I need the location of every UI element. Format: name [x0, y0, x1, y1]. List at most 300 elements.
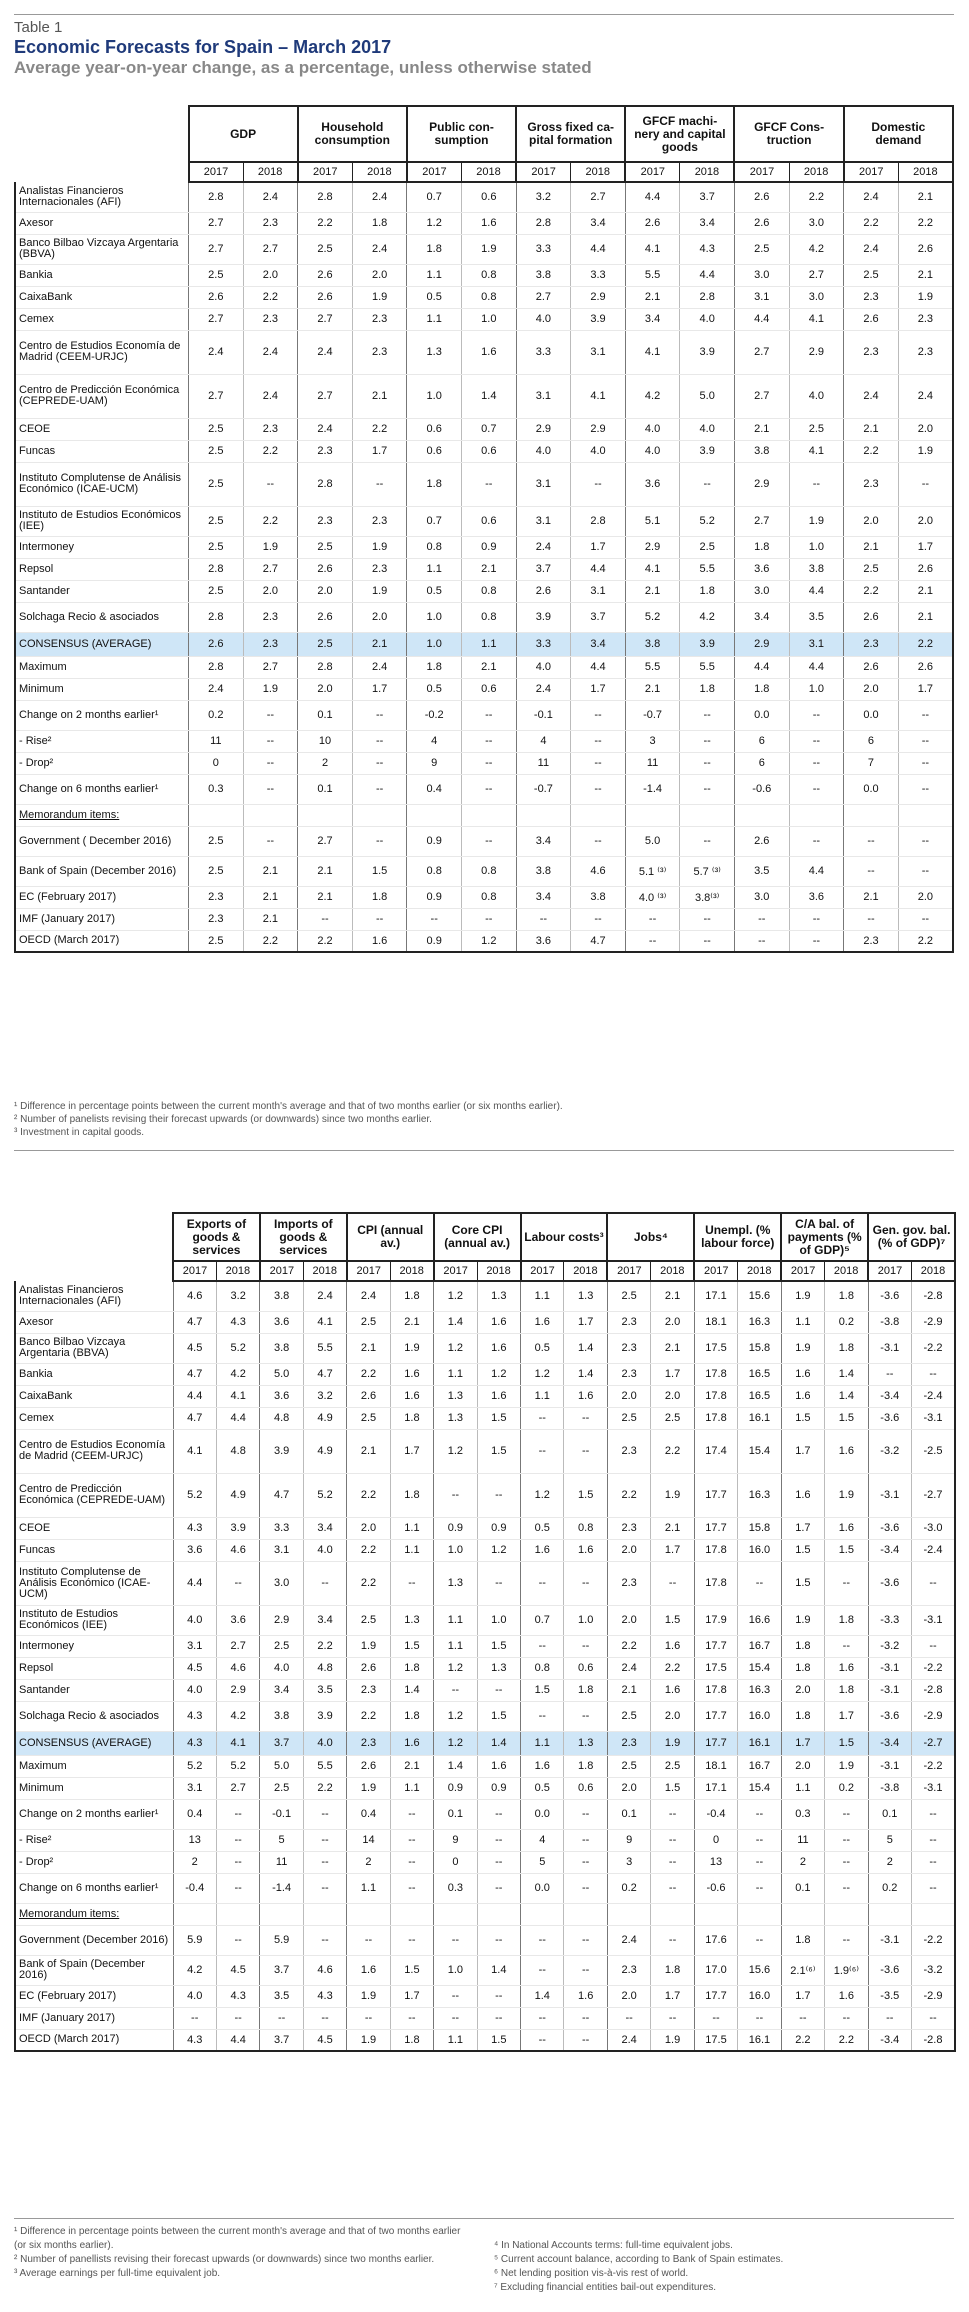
value-cell: -- [477, 2007, 520, 2029]
value-cell: 2.5 [189, 418, 244, 440]
value-cell: -- [462, 700, 517, 730]
table-row [15, 1873, 955, 1903]
value-cell: 1.8 [390, 1701, 433, 1731]
value-cell: 4.3 [173, 1701, 216, 1731]
value-cell: 2.1 [625, 286, 680, 308]
table-row [15, 1333, 955, 1363]
value-cell: -- [390, 1799, 433, 1829]
value-cell [571, 804, 626, 826]
table-row [15, 580, 953, 602]
value-cell: 1.9 [243, 536, 298, 558]
value-cell: 1.5 [825, 1731, 868, 1755]
value-cell: -0.4 [173, 1873, 216, 1903]
value-cell: 2.2 [243, 286, 298, 308]
value-cell: 1.1 [781, 1777, 824, 1799]
value-cell: 13 [173, 1829, 216, 1851]
value-cell: 4.1 [789, 440, 844, 462]
table-row [15, 1561, 955, 1605]
row-label-text: Funcas [19, 444, 56, 457]
value-cell: 3.0 [789, 212, 844, 234]
year-header: 2018 [651, 1261, 694, 1281]
value-cell: 5.2 [216, 1333, 259, 1363]
value-cell: 1.1 [434, 2029, 477, 2051]
table-row [15, 1679, 955, 1701]
value-cell: 2.8 [298, 462, 353, 506]
value-cell: 1.7 [651, 1363, 694, 1385]
value-cell: 1.1 [521, 1731, 564, 1755]
value-cell: 2.6 [516, 580, 571, 602]
table-row [15, 886, 953, 908]
value-cell: 0.0 [734, 700, 789, 730]
value-cell: 0.0 [844, 774, 899, 804]
value-cell: 1.6 [477, 1755, 520, 1777]
value-cell: 0.2 [189, 700, 244, 730]
row-label [15, 182, 189, 212]
value-cell: 16.0 [738, 1539, 781, 1561]
value-cell: 1.9 [825, 1755, 868, 1777]
value-cell: -- [216, 1561, 259, 1605]
value-cell: 3.4 [625, 308, 680, 330]
value-cell: -2.8 [912, 1679, 955, 1701]
value-cell: 1.6 [825, 1517, 868, 1539]
value-cell: -- [825, 1799, 868, 1829]
value-cell: 1.2 [434, 1731, 477, 1755]
row-label-text: Centro de Estudios Economía de Madrid (CEEM-URJC) [19, 1439, 166, 1462]
value-cell: -3.1 [868, 1755, 911, 1777]
value-cell: 1.6 [825, 1429, 868, 1473]
value-cell: 4.2 [789, 234, 844, 264]
value-cell: -- [912, 1561, 955, 1605]
value-cell: 2.2 [898, 930, 953, 952]
value-cell: 4.4 [571, 656, 626, 678]
row-label-text: Centro de Predicción Económica (CEPREDE-UAM) [19, 1483, 166, 1506]
value-cell: -- [738, 1851, 781, 1873]
value-cell: 3.6 [173, 1539, 216, 1561]
value-cell: 1.3 [407, 330, 462, 374]
value-cell: 1.2 [521, 1363, 564, 1385]
value-cell: 2.5 [347, 1311, 390, 1333]
value-cell: 4.4 [173, 1385, 216, 1407]
value-cell: -1.4 [625, 774, 680, 804]
value-cell: 2 [298, 752, 353, 774]
value-cell: 15.6 [738, 1955, 781, 1985]
value-cell [912, 1903, 955, 1925]
value-cell: -- [477, 1799, 520, 1829]
value-cell: 1.6 [390, 1363, 433, 1385]
table-row [15, 536, 953, 558]
value-cell: 2.5 [734, 234, 789, 264]
table-row [15, 1473, 955, 1517]
value-cell: 2.8 [189, 182, 244, 212]
value-cell: 4.5 [216, 1955, 259, 1985]
value-cell: 2.5 [844, 558, 899, 580]
value-cell: -3.4 [868, 1731, 911, 1755]
value-cell: 2.2 [243, 930, 298, 952]
value-cell: 1.9 [352, 580, 407, 602]
value-cell: 0 [434, 1851, 477, 1873]
value-cell: 1.1 [390, 1517, 433, 1539]
value-cell: 17.7 [694, 1517, 737, 1539]
year-header: 2018 [216, 1261, 259, 1281]
table-row [15, 1777, 955, 1799]
value-cell: -- [564, 1429, 607, 1473]
value-cell: -- [216, 1925, 259, 1955]
value-cell: -- [243, 752, 298, 774]
value-cell: 4.0 [571, 440, 626, 462]
value-cell: 1.8 [825, 1679, 868, 1701]
value-cell: -- [912, 1873, 955, 1903]
value-cell: 2.2 [347, 1363, 390, 1385]
row-label-text: Change on 2 months earlier¹ [19, 708, 159, 721]
value-cell: 4.4 [173, 1561, 216, 1605]
value-cell: 2.3 [607, 1311, 650, 1333]
value-cell: 1.4 [825, 1363, 868, 1385]
value-cell: -- [898, 908, 953, 930]
value-cell: 2.7 [189, 308, 244, 330]
table-row [15, 506, 953, 536]
row-label-text: Instituto de Estudios Económicos (IEE) [19, 1608, 119, 1631]
value-cell: 2.5 [651, 1755, 694, 1777]
value-cell: 2.7 [189, 234, 244, 264]
value-cell: 3.3 [571, 264, 626, 286]
table-row [15, 212, 953, 234]
value-cell: -- [303, 1829, 346, 1851]
value-cell: -- [390, 1873, 433, 1903]
value-cell: 1.9 [898, 440, 953, 462]
value-cell: 2.3 [352, 506, 407, 536]
value-cell [303, 1903, 346, 1925]
value-cell: -- [564, 1799, 607, 1829]
value-cell: 2.2 [303, 1777, 346, 1799]
value-cell: -3.1 [868, 1657, 911, 1679]
value-cell: 4.0 [173, 1679, 216, 1701]
value-cell: 0.9 [407, 930, 462, 952]
value-cell: 4 [521, 1829, 564, 1851]
value-cell: -- [352, 462, 407, 506]
value-cell: -- [898, 700, 953, 730]
value-cell: 1.7 [651, 1539, 694, 1561]
value-cell: 11 [189, 730, 244, 752]
value-cell: -2.7 [912, 1473, 955, 1517]
value-cell: 1.7 [781, 1517, 824, 1539]
value-cell: -3.0 [912, 1517, 955, 1539]
value-cell: 1.8 [407, 462, 462, 506]
value-cell: -0.4 [694, 1799, 737, 1829]
value-cell: 9 [607, 1829, 650, 1851]
value-cell: 1.6 [781, 1385, 824, 1407]
value-cell: 2.1 [898, 182, 953, 212]
row-label [15, 1755, 173, 1777]
value-cell [516, 804, 571, 826]
value-cell: 2.0 [243, 580, 298, 602]
value-cell: -2.9 [912, 1311, 955, 1333]
value-cell: 5.7 ⁽³⁾ [680, 856, 735, 886]
table-row [15, 2007, 955, 2029]
value-cell: -- [571, 700, 626, 730]
value-cell: 16.1 [738, 1407, 781, 1429]
value-cell [868, 1903, 911, 1925]
value-cell: 2.9 [216, 1679, 259, 1701]
value-cell: 3.4 [680, 212, 735, 234]
value-cell: 5 [521, 1851, 564, 1873]
value-cell: 5.5 [625, 264, 680, 286]
table-row [15, 264, 953, 286]
value-cell: 1.1 [521, 1385, 564, 1407]
value-cell: 1.6 [390, 1731, 433, 1755]
year-header: 2018 [898, 162, 953, 182]
value-cell: 4.0 [789, 374, 844, 418]
value-cell: 2.5 [189, 536, 244, 558]
row-label [15, 1873, 173, 1903]
value-cell: 17.7 [694, 1473, 737, 1517]
value-cell: 7 [844, 752, 899, 774]
value-cell: 6 [734, 752, 789, 774]
value-cell: 18.1 [694, 1311, 737, 1333]
value-cell: 1.8 [825, 1605, 868, 1635]
value-cell: 1.9 [651, 1731, 694, 1755]
year-header: 2018 [571, 162, 626, 182]
year-header: 2017 [868, 1261, 911, 1281]
value-cell: 3.3 [516, 632, 571, 656]
value-cell: 1.9 [347, 2029, 390, 2051]
value-cell: 2.4 [298, 330, 353, 374]
value-cell: 2.0 [651, 1311, 694, 1333]
row-label [15, 418, 189, 440]
value-cell: 1.9⁽⁶⁾ [825, 1955, 868, 1985]
table-row [15, 308, 953, 330]
value-cell: -3.1 [868, 1679, 911, 1701]
value-cell: 15.4 [738, 1429, 781, 1473]
footnote: ⁵ Current account balance, according to Bank of Spain estimates. [494, 2254, 784, 2265]
value-cell: 1.4 [434, 1311, 477, 1333]
table-row [15, 1829, 955, 1851]
value-cell: 1.8 [781, 1635, 824, 1657]
value-cell: 1.8 [680, 580, 735, 602]
value-cell: -- [789, 700, 844, 730]
value-cell: -0.6 [734, 774, 789, 804]
value-cell: 4.4 [734, 308, 789, 330]
value-cell: 15.6 [738, 1281, 781, 1311]
value-cell [189, 804, 244, 826]
value-cell: 4.6 [173, 1281, 216, 1311]
value-cell: 1.5 [521, 1679, 564, 1701]
value-cell: 2.3 [243, 418, 298, 440]
value-cell: 4.0 ⁽³⁾ [625, 886, 680, 908]
value-cell: 2.2 [303, 1635, 346, 1657]
value-cell: 2.1 [352, 374, 407, 418]
value-cell: -- [651, 1925, 694, 1955]
value-cell: 0.9 [477, 1777, 520, 1799]
row-label-text: Centro de Estudios Economía de Madrid (CEEM-URJC) [19, 340, 181, 363]
value-cell: -- [564, 1873, 607, 1903]
value-cell: 2.1 [352, 632, 407, 656]
value-cell: 1.2 [434, 1333, 477, 1363]
value-cell: -- [898, 752, 953, 774]
value-cell: -- [651, 1799, 694, 1829]
value-cell: -- [680, 930, 735, 952]
row-label [15, 536, 189, 558]
value-cell: 4.0 [516, 308, 571, 330]
value-cell: -- [477, 1679, 520, 1701]
value-cell: 1.2 [521, 1473, 564, 1517]
row-label [15, 580, 189, 602]
row-label [15, 1517, 173, 1539]
row-label-text: EC (February 2017) [19, 890, 117, 903]
value-cell: 3.8 [789, 558, 844, 580]
value-cell: 3.8 [260, 1701, 303, 1731]
value-cell: 1.5 [477, 2029, 520, 2051]
value-cell: -- [352, 700, 407, 730]
value-cell: 4 [516, 730, 571, 752]
value-cell [825, 1903, 868, 1925]
year-header: 2017 [407, 162, 462, 182]
value-cell: 1.5 [390, 1955, 433, 1985]
row-label [15, 1903, 173, 1925]
value-cell: -- [434, 2007, 477, 2029]
value-cell: 1.5 [477, 1635, 520, 1657]
value-cell: 17.8 [694, 1385, 737, 1407]
row-label-text: Analistas Financieros Internacionales (AFI) [19, 184, 124, 208]
value-cell: -- [789, 826, 844, 856]
value-cell: 3.9 [680, 330, 735, 374]
row-label-text: Axesor [19, 1315, 54, 1328]
row-label-text: CONSENSUS (AVERAGE) [19, 1736, 152, 1749]
value-cell: 2.2 [243, 440, 298, 462]
value-cell: -- [477, 1985, 520, 2007]
table-row [15, 774, 953, 804]
value-cell: 1.8 [390, 1281, 433, 1311]
row-label [15, 2029, 173, 2051]
value-cell: 0.7 [407, 182, 462, 212]
table-row [15, 678, 953, 700]
value-cell: -2.4 [912, 1539, 955, 1561]
value-cell: 4.9 [216, 1473, 259, 1517]
value-cell: 2.9 [571, 286, 626, 308]
column-group-header: Exports of goods & services [173, 1213, 260, 1261]
value-cell: 2.7 [189, 374, 244, 418]
value-cell: 2.5 [189, 506, 244, 536]
value-cell [738, 1903, 781, 1925]
value-cell: -- [564, 1701, 607, 1731]
value-cell: 1.2 [477, 1539, 520, 1561]
value-cell: 2.1 [844, 536, 899, 558]
table-row [15, 1517, 955, 1539]
value-cell: -- [477, 1873, 520, 1903]
value-cell: 2.9 [571, 418, 626, 440]
value-cell: 2.6 [844, 308, 899, 330]
value-cell: -- [390, 1925, 433, 1955]
value-cell: 2.0 [898, 886, 953, 908]
value-cell: 1.5 [477, 1429, 520, 1473]
value-cell: 1.0 [462, 308, 517, 330]
value-cell: 3.9 [571, 308, 626, 330]
year-header: 2018 [738, 1261, 781, 1281]
value-cell: -- [462, 730, 517, 752]
value-cell [734, 804, 789, 826]
value-cell: 0.7 [521, 1605, 564, 1635]
value-cell: 1.5 [390, 1635, 433, 1657]
value-cell: 1.0 [789, 678, 844, 700]
value-cell: -- [734, 908, 789, 930]
value-cell: -- [243, 774, 298, 804]
value-cell: 3.6 [260, 1385, 303, 1407]
value-cell: 1.8 [564, 1679, 607, 1701]
value-cell: 3.0 [789, 286, 844, 308]
value-cell: 4.4 [571, 558, 626, 580]
value-cell: -3.1 [868, 1925, 911, 1955]
row-label [15, 558, 189, 580]
value-cell: 2.4 [303, 1281, 346, 1311]
table-row [15, 656, 953, 678]
value-cell: 4.0 [516, 656, 571, 678]
row-label [15, 1385, 173, 1407]
value-cell: 2.0 [651, 1385, 694, 1407]
value-cell: 0.1 [868, 1799, 911, 1829]
value-cell: -3.6 [868, 1701, 911, 1731]
table-row [15, 558, 953, 580]
row-label-text: Change on 6 months earlier¹ [19, 782, 159, 795]
value-cell: 16.0 [738, 1701, 781, 1731]
value-cell: 2.6 [734, 212, 789, 234]
row-label-text: Cemex [19, 1411, 54, 1424]
year-header: 2018 [825, 1261, 868, 1281]
value-cell: -- [912, 1829, 955, 1851]
value-cell: -- [462, 826, 517, 856]
value-cell: -3.2 [868, 1429, 911, 1473]
value-cell [352, 804, 407, 826]
value-cell: 2.1 [607, 1679, 650, 1701]
value-cell: 1.7 [825, 1701, 868, 1731]
value-cell: 2.5 [189, 826, 244, 856]
value-cell: -- [347, 2007, 390, 2029]
value-cell: 4.5 [173, 1657, 216, 1679]
value-cell: 2.0 [781, 1679, 824, 1701]
value-cell: 2.6 [734, 826, 789, 856]
value-cell: -2.9 [912, 1701, 955, 1731]
value-cell: 2.5 [189, 462, 244, 506]
value-cell: -2.7 [912, 1731, 955, 1755]
value-cell: -- [912, 1363, 955, 1385]
value-cell: 2.2 [789, 182, 844, 212]
value-cell: -- [352, 730, 407, 752]
value-cell: 1.8 [407, 234, 462, 264]
table-row [15, 1657, 955, 1679]
value-cell: 2.3 [352, 330, 407, 374]
table-row [15, 1635, 955, 1657]
row-label-text: EC (February 2017) [19, 1989, 117, 2002]
value-cell: 1.7 [390, 1985, 433, 2007]
value-cell: 2.7 [516, 286, 571, 308]
value-cell: 2.3 [898, 308, 953, 330]
value-cell: 1.6 [462, 330, 517, 374]
value-cell: 0.7 [407, 506, 462, 536]
value-cell: 2.8 [189, 656, 244, 678]
row-label-text: Minimum [19, 682, 64, 695]
value-cell: 2.1 [844, 886, 899, 908]
value-cell: -- [680, 462, 735, 506]
value-cell: 2.0 [352, 602, 407, 632]
value-cell: 5.2 [625, 602, 680, 632]
row-label [15, 308, 189, 330]
row-label [15, 1777, 173, 1799]
value-cell: 17.5 [694, 1333, 737, 1363]
value-cell: 2.0 [607, 1385, 650, 1407]
year-header: 2018 [912, 1261, 955, 1281]
value-cell: 0.0 [521, 1799, 564, 1829]
value-cell: 4.0 [303, 1731, 346, 1755]
value-cell: -- [789, 752, 844, 774]
value-cell: 17.4 [694, 1429, 737, 1473]
